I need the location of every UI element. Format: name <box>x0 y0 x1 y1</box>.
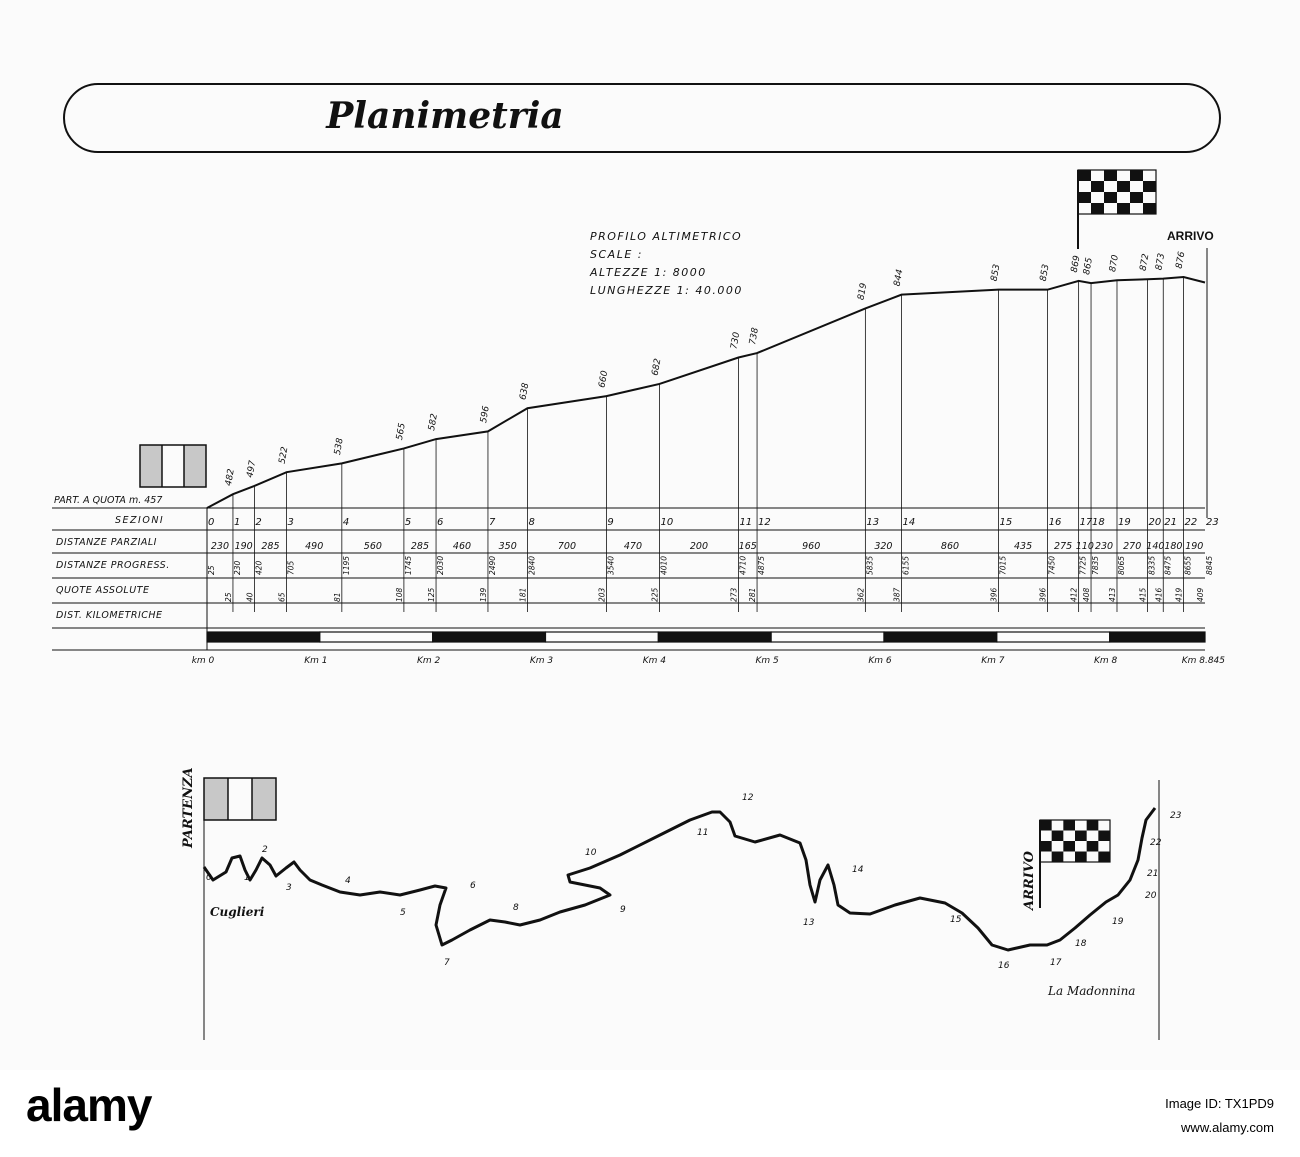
elevation-label: 638 <box>518 382 532 401</box>
table-row-label: DISTANZE PROGRESS. <box>56 560 170 571</box>
elevation-label: 873 <box>1154 252 1168 272</box>
flag-check <box>1087 820 1099 831</box>
section-number: 1 <box>233 517 241 528</box>
elevation-label: 565 <box>394 422 408 441</box>
arrivo-label-map: ARRIVO <box>1022 851 1037 910</box>
elevation-label: 819 <box>856 282 870 301</box>
section-number: 16 <box>1048 517 1062 528</box>
km-label: km 0 <box>191 656 215 666</box>
progressive-distance: 420 <box>254 560 264 575</box>
flag-check <box>1143 181 1156 192</box>
route-section-marker: 13 <box>803 918 815 928</box>
page-title: Planimetria <box>326 95 564 137</box>
section-number: 23 <box>1206 517 1219 528</box>
flag-check <box>1040 820 1052 831</box>
absolute-elevation: 273 <box>729 587 739 602</box>
km-label: Km 6 <box>868 656 892 666</box>
route-section-marker: 0 <box>206 873 212 883</box>
absolute-elevation: 396 <box>989 587 999 602</box>
section-number: 18 <box>1092 517 1105 528</box>
start-elevation-label: PART. A QUOTA m. 457 <box>54 495 163 506</box>
progressive-distance: 7015 <box>998 555 1008 575</box>
progressive-distance: 4010 <box>659 555 669 575</box>
progressive-distance: 8655 <box>1183 555 1193 575</box>
absolute-elevation: 416 <box>1154 587 1164 602</box>
route-section-marker: 1 <box>244 873 250 883</box>
finish-flag-profile <box>1078 170 1156 249</box>
route-section-marker: 10 <box>585 848 597 858</box>
flag-check <box>1143 203 1156 214</box>
section-number: 6 <box>437 517 444 528</box>
flag-check <box>1091 181 1104 192</box>
route-section-marker: 22 <box>1150 838 1162 848</box>
image-id-text: Image ID: TX1PD9 <box>1165 1096 1274 1111</box>
partial-distance: 180 <box>1164 541 1183 552</box>
route-section-marker: 11 <box>697 828 709 838</box>
flag-check <box>1052 852 1064 863</box>
progressive-distance: 1195 <box>341 555 351 575</box>
profile-legend <box>589 230 743 297</box>
progressive-distance: 4710 <box>738 555 748 575</box>
legend-line: ALTEZZE 1: 8000 <box>590 266 707 279</box>
elevation-label: 660 <box>597 369 611 389</box>
partial-distance: 960 <box>802 541 821 552</box>
flag-check <box>1098 831 1110 842</box>
absolute-elevation: 225 <box>650 587 660 602</box>
route-section-marker: 15 <box>950 915 962 925</box>
route-section-marker: 14 <box>852 865 864 875</box>
flag-check <box>1078 192 1091 203</box>
route-section-marker: 19 <box>1112 917 1124 927</box>
flag-check <box>1117 203 1130 214</box>
section-number: 2 <box>255 517 262 528</box>
km-bar-segment <box>884 632 997 642</box>
finish-flag-map <box>1040 820 1110 908</box>
elevation-label: 522 <box>277 446 291 465</box>
partial-distance: 140 <box>1146 541 1165 552</box>
route-section-marker: 18 <box>1075 939 1087 949</box>
km-bar-segment <box>771 632 884 642</box>
profile-table <box>52 495 1225 666</box>
progressive-distance: 25 <box>207 565 216 575</box>
flag-check <box>1075 831 1087 842</box>
absolute-elevation: 409 <box>1196 587 1205 602</box>
partial-distance: 270 <box>1123 541 1142 552</box>
absolute-elevation: 281 <box>748 587 758 602</box>
progressive-distance: 2490 <box>487 555 497 575</box>
route-section-marker: 21 <box>1147 869 1159 879</box>
partial-distance: 110 <box>1075 541 1094 552</box>
absolute-elevation: 25 <box>223 592 233 602</box>
section-number: 15 <box>999 517 1013 528</box>
flag-check <box>1052 831 1064 842</box>
absolute-elevation: 408 <box>1082 587 1092 602</box>
partial-distance: 320 <box>874 541 893 552</box>
progressive-distance: 5835 <box>865 555 875 575</box>
section-number: 9 <box>607 517 614 528</box>
absolute-elevation: 139 <box>478 587 488 602</box>
progressive-distance: 8845 <box>1205 555 1214 575</box>
flag-check <box>1130 192 1143 203</box>
elevation-label: 730 <box>729 331 743 351</box>
elevation-label: 853 <box>989 263 1003 283</box>
flag-stripe <box>252 778 276 820</box>
legend-line: PROFILO ALTIMETRICO <box>590 230 743 243</box>
absolute-elevation: 81 <box>332 592 342 602</box>
progressive-distance: 3540 <box>606 555 616 575</box>
km-label: Km 7 <box>981 656 1005 666</box>
flag-check <box>1075 852 1087 863</box>
progressive-distance: 4875 <box>757 555 767 575</box>
legend-line: SCALE : <box>590 248 643 261</box>
route-section-marker: 3 <box>286 883 292 893</box>
absolute-elevation: 65 <box>277 592 287 602</box>
partial-distance: 190 <box>1185 541 1204 552</box>
elevation-label: 844 <box>892 268 906 288</box>
flag-check <box>1104 170 1117 181</box>
absolute-elevation: 387 <box>892 587 902 602</box>
partial-distance: 435 <box>1013 541 1033 552</box>
route-section-marker: 7 <box>444 958 450 968</box>
flag-stripe <box>140 445 162 487</box>
partial-distance: 200 <box>689 541 709 552</box>
absolute-elevation: 181 <box>518 587 528 602</box>
absolute-elevation: 419 <box>1174 587 1184 602</box>
km-bar-segment <box>207 632 320 642</box>
flag-check <box>1063 820 1075 831</box>
table-row-label: SEZIONI <box>115 515 165 526</box>
elevation-label: 596 <box>479 405 492 424</box>
flag-check <box>1130 170 1143 181</box>
section-number: 11 <box>739 517 753 528</box>
elevation-profile <box>207 248 1207 612</box>
partial-distance: 230 <box>210 541 230 552</box>
route-section-marker: 17 <box>1050 958 1062 968</box>
flag-check <box>1087 841 1099 852</box>
progressive-distance: 1745 <box>403 555 413 575</box>
section-number: 12 <box>758 517 771 528</box>
table-row-label: DISTANZE PARZIALI <box>56 537 157 548</box>
place-la-madonnina: La Madonnina <box>1048 984 1136 998</box>
elevation-label: 538 <box>332 437 346 456</box>
table-row-label: QUOTE ASSOLUTE <box>56 585 150 596</box>
partenza-label: PARTENZA <box>181 767 196 848</box>
partial-distance: 350 <box>498 541 517 552</box>
route-map <box>181 767 1182 1040</box>
km-label: Km 4 <box>642 656 666 666</box>
progressive-distance: 7835 <box>1091 555 1101 575</box>
partial-distance: 700 <box>557 541 577 552</box>
flag-check <box>1040 841 1052 852</box>
section-number: 4 <box>342 517 350 528</box>
partial-distance: 560 <box>363 541 382 552</box>
progressive-distance: 6155 <box>901 555 911 575</box>
progressive-distance: 8335 <box>1147 555 1157 575</box>
section-number: 7 <box>488 517 496 528</box>
section-number: 20 <box>1148 517 1162 528</box>
section-number: 5 <box>404 517 412 528</box>
elevation-label: 482 <box>224 468 237 487</box>
absolute-elevation: 415 <box>1138 587 1148 602</box>
alamy-logo: alamy <box>26 1079 152 1131</box>
km-bar-segment <box>1110 632 1205 642</box>
site-url-text: www.alamy.com <box>1181 1120 1274 1135</box>
elevation-label: 497 <box>245 459 259 479</box>
km-label: Km 8 <box>1094 656 1118 666</box>
route-section-marker: 23 <box>1170 811 1182 821</box>
flag-check <box>1063 841 1075 852</box>
section-number: 0 <box>208 517 215 528</box>
route-section-marker: 6 <box>470 881 476 891</box>
elevation-label: 869 <box>1069 254 1083 274</box>
partial-distance: 190 <box>234 541 253 552</box>
section-number: 3 <box>287 517 294 528</box>
elevation-label: 582 <box>427 412 440 432</box>
km-bar-segment <box>320 632 433 642</box>
partial-distance: 285 <box>410 541 430 552</box>
progressive-distance: 7450 <box>1047 555 1057 575</box>
progressive-distance: 2030 <box>436 555 446 575</box>
route-section-marker: 20 <box>1145 891 1157 901</box>
km-bar-segment <box>545 632 658 642</box>
section-number: 13 <box>866 517 880 528</box>
footer-bar <box>0 1070 1300 1157</box>
route-section-marker: 16 <box>998 961 1010 971</box>
absolute-elevation: 108 <box>394 587 404 602</box>
section-number: 19 <box>1117 517 1131 528</box>
flag-check <box>1091 203 1104 214</box>
elevation-label: 738 <box>748 326 761 346</box>
elevation-label: 853 <box>1038 263 1052 283</box>
absolute-elevation: 40 <box>245 592 255 602</box>
partial-distance: 230 <box>1094 541 1114 552</box>
start-flag-profile <box>140 445 206 487</box>
km-bar-segment <box>433 632 546 642</box>
route-section-marker: 9 <box>620 905 626 915</box>
progressive-distance: 8065 <box>1116 555 1126 575</box>
flag-check <box>1117 181 1130 192</box>
section-number: 22 <box>1184 517 1198 528</box>
elevation-label: 870 <box>1108 254 1121 273</box>
absolute-elevation: 362 <box>856 587 866 602</box>
km-label: Km 1 <box>304 656 328 666</box>
section-number: 17 <box>1079 517 1093 528</box>
profile-line <box>207 277 1205 508</box>
route-section-marker: 8 <box>513 903 519 913</box>
progressive-distance: 705 <box>286 560 296 575</box>
route-section-marker: 12 <box>742 793 754 803</box>
start-flag-map <box>204 778 276 820</box>
place-cuglieri: Cuglieri <box>210 905 265 919</box>
partial-distance: 275 <box>1054 541 1073 552</box>
partial-distance: 490 <box>305 541 324 552</box>
km-bar-segment <box>997 632 1110 642</box>
route-section-marker: 4 <box>345 876 351 886</box>
km-bar-segment <box>658 632 771 642</box>
km-label: Km 5 <box>755 656 779 666</box>
elevation-label: 876 <box>1174 250 1188 270</box>
flag-stripe <box>184 445 206 487</box>
progressive-distance: 7725 <box>1078 555 1088 575</box>
section-number: 8 <box>528 517 535 528</box>
absolute-elevation: 413 <box>1107 587 1117 602</box>
absolute-elevation: 396 <box>1038 587 1048 602</box>
arrivo-label-profile: ARRIVO <box>1167 229 1214 243</box>
km-label: Km 8.845 <box>1181 656 1225 666</box>
flags <box>140 170 1214 908</box>
flag-stripe <box>204 778 228 820</box>
partial-distance: 860 <box>940 541 960 552</box>
route-section-marker: 2 <box>262 845 268 855</box>
absolute-elevation: 203 <box>597 587 607 602</box>
elevation-label: 872 <box>1138 253 1152 272</box>
partial-distance: 165 <box>738 541 757 552</box>
partial-distance: 470 <box>623 541 643 552</box>
absolute-elevation: 125 <box>427 587 437 602</box>
progressive-distance: 8475 <box>1163 555 1173 575</box>
progressive-distance: 2840 <box>527 555 537 575</box>
section-number: 21 <box>1164 517 1177 528</box>
elevation-label: 682 <box>650 357 664 377</box>
partial-distance: 285 <box>261 541 280 552</box>
section-number: 10 <box>660 517 674 528</box>
flag-check <box>1078 170 1091 181</box>
progressive-distance: 230 <box>232 560 242 575</box>
partial-distance: 460 <box>452 541 472 552</box>
elevation-label: 865 <box>1082 256 1095 276</box>
section-number: 14 <box>902 517 916 528</box>
flag-check <box>1098 852 1110 863</box>
km-label: Km 2 <box>417 656 441 666</box>
km-label: Km 3 <box>529 656 554 666</box>
legend-line: LUNGHEZZE 1: 40.000 <box>590 284 743 297</box>
route-section-marker: 5 <box>400 908 406 918</box>
flag-check <box>1104 192 1117 203</box>
table-row-label: DIST. KILOMETRICHE <box>56 610 163 621</box>
absolute-elevation: 412 <box>1069 587 1079 602</box>
